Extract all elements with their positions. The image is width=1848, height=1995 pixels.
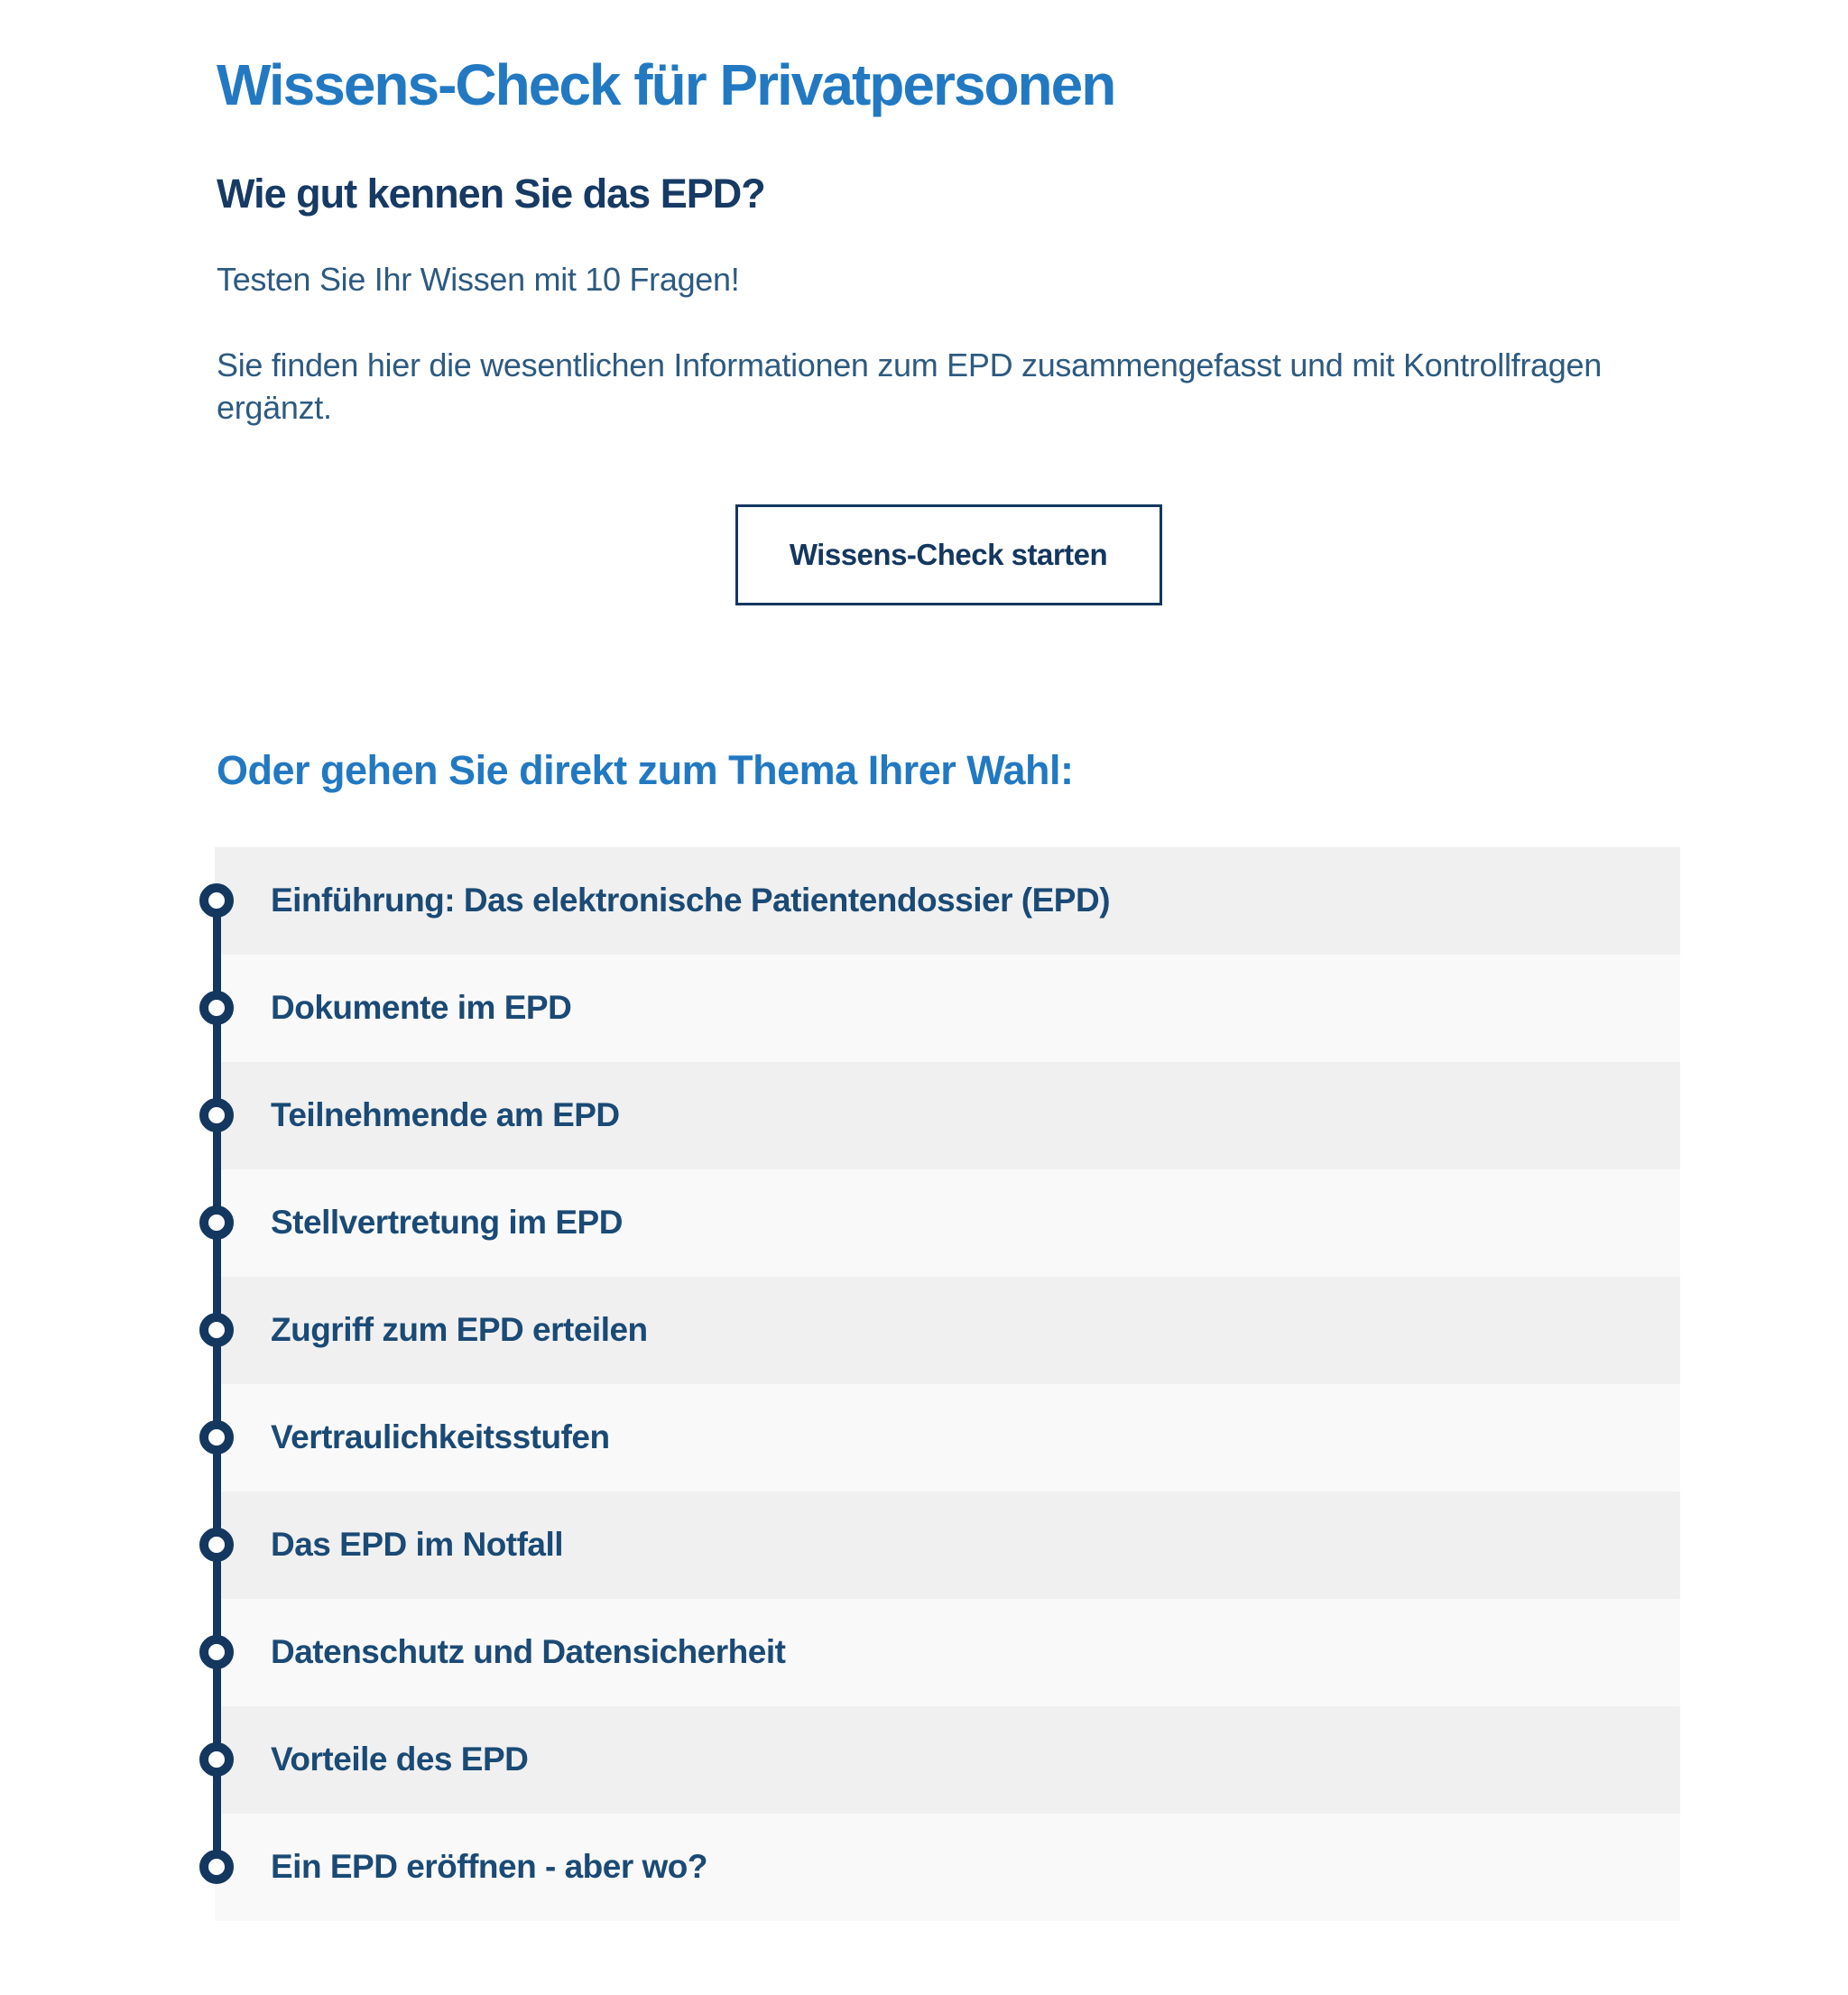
timeline-connector-line (213, 901, 221, 1868)
topic-label: Zugriff zum EPD erteilen (271, 1311, 648, 1349)
topic-list-item[interactable] (215, 1277, 1680, 1384)
topic-label: Einführung: Das elektronische Patientendossier (EPD) (271, 882, 1111, 919)
knowledge-check-page (0, 52, 1848, 1995)
topic-list (215, 847, 1680, 1921)
timeline-node-icon (199, 1528, 234, 1562)
topic-items (215, 847, 1680, 1921)
timeline-node-icon (199, 1420, 234, 1455)
timeline-node-icon (199, 883, 234, 918)
topic-label: Stellvertretung im EPD (271, 1204, 623, 1242)
timeline-node-icon (199, 991, 234, 1025)
topic-list-item[interactable] (215, 1062, 1680, 1169)
timeline-node-icon (199, 1313, 234, 1347)
topic-list-item[interactable] (215, 847, 1680, 955)
start-knowledge-check-button[interactable]: Wissens-Check starten (735, 504, 1162, 605)
topic-list-item[interactable] (215, 1706, 1680, 1814)
topic-list-item[interactable] (215, 1599, 1680, 1706)
start-button-row (217, 504, 1680, 605)
page-subtitle: Wie gut kennen Sie das EPD? (217, 170, 765, 217)
topic-label: Vorteile des EPD (271, 1741, 529, 1778)
topic-label: Teilnehmende am EPD (271, 1096, 620, 1134)
topic-label: Datenschutz und Datensicherheit (271, 1633, 786, 1671)
topic-label: Das EPD im Notfall (271, 1526, 564, 1564)
page-title: Wissens-Check für Privatpersonen (217, 52, 1115, 117)
timeline-node-icon (199, 1635, 234, 1669)
topic-list-item[interactable] (215, 1492, 1680, 1599)
intro-text-2: Sie finden hier die wesentlichen Informationen zum EPD zusammengefasst und mit Kontrollfragen ergänzt. (217, 346, 1602, 426)
topic-list-item[interactable] (215, 1814, 1680, 1921)
intro-text-1: Testen Sie Ihr Wissen mit 10 Fragen! (217, 261, 740, 299)
topic-list-item[interactable] (215, 955, 1680, 1062)
timeline-node-icon (199, 1742, 234, 1777)
timeline-node-icon (199, 1098, 234, 1132)
topic-list-item[interactable] (215, 1384, 1680, 1492)
topics-heading: Oder gehen Sie direkt zum Thema Ihrer Wahl: (217, 747, 1074, 794)
topic-label: Vertraulichkeitsstufen (271, 1418, 610, 1456)
topic-list-item[interactable] (215, 1169, 1680, 1277)
timeline-node-icon (199, 1850, 234, 1884)
topic-label: Dokumente im EPD (271, 989, 572, 1027)
topic-label: Ein EPD eröffnen - aber wo? (271, 1848, 707, 1886)
timeline-node-icon (199, 1205, 234, 1240)
